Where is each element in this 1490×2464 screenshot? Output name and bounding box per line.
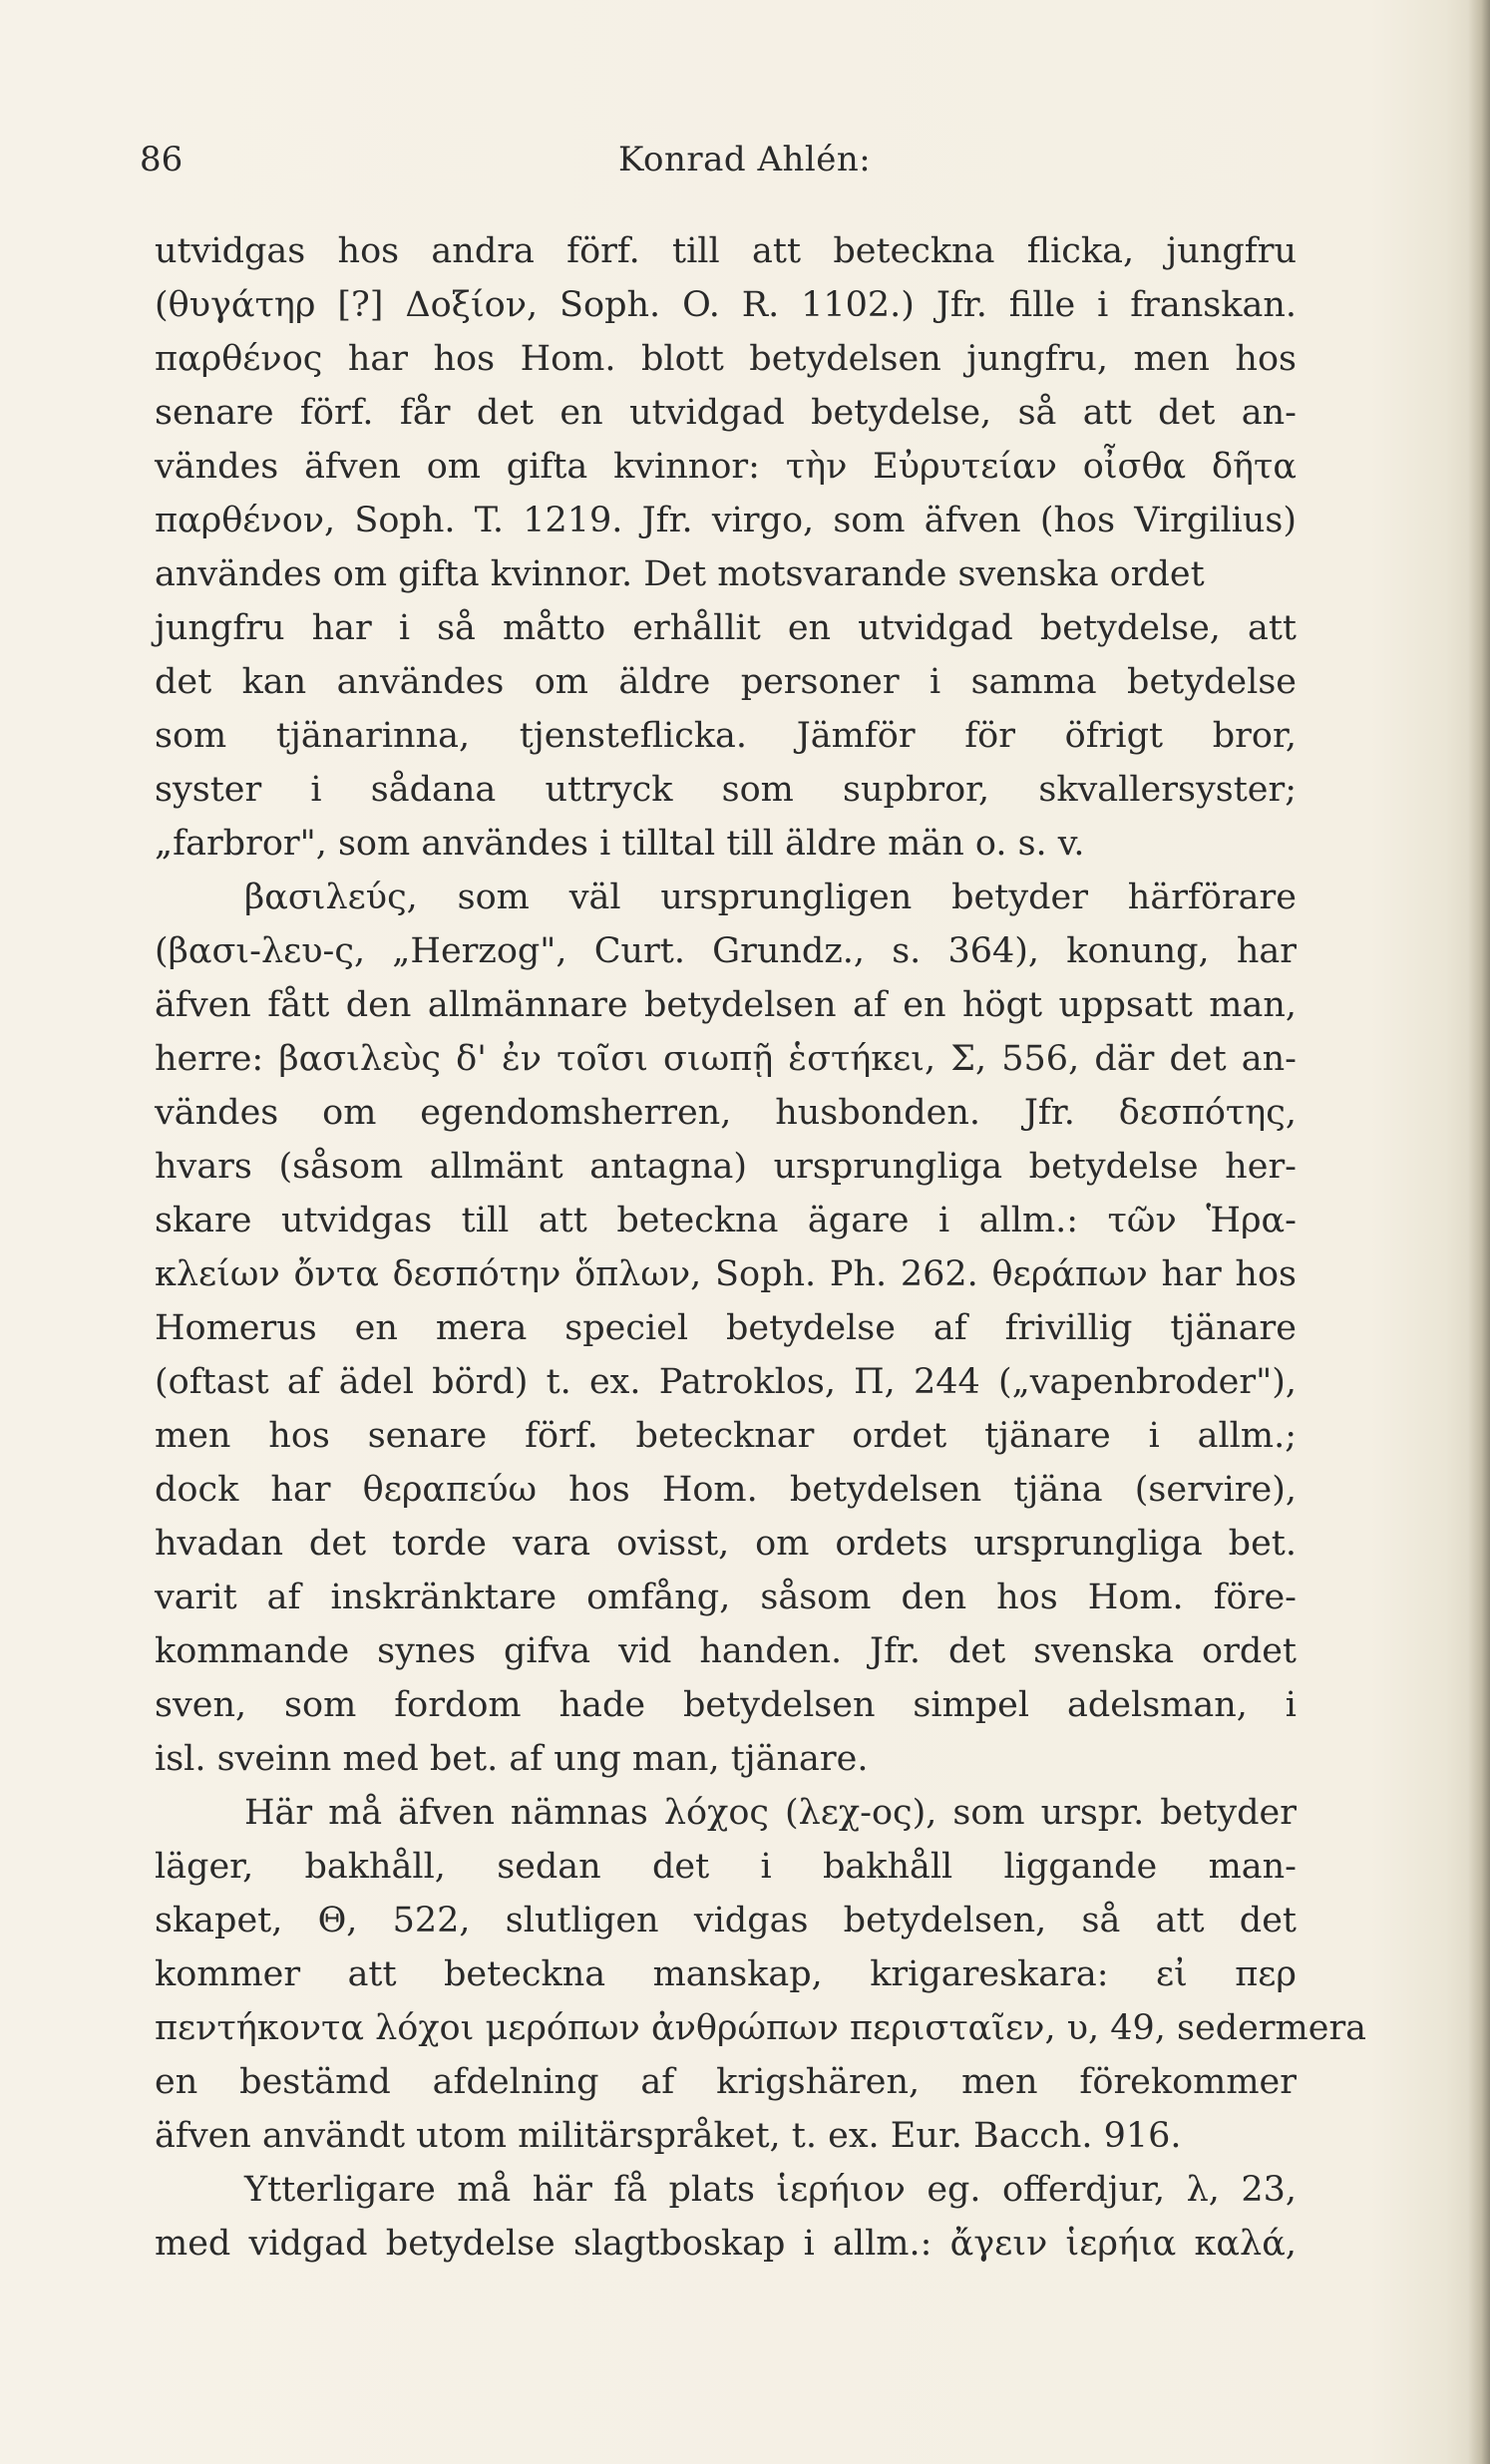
text-line: hvadan det torde vara ovisst, om ordets ursprungliga bet. xyxy=(155,1524,1297,1564)
body-text xyxy=(155,224,1367,2271)
text-line: som tjänarinna, tjensteflicka. Jämför för öfrigt bror, xyxy=(155,716,1297,756)
text-line: kommande synes gifva vid handen. Jfr. det svenska ordet xyxy=(155,1631,1297,1671)
text-line: jungfru har i så måtto erhållit en utvidgad betydelse, att xyxy=(155,608,1297,648)
running-head: Konrad Ahlén: xyxy=(618,140,872,179)
text-line: πεντήκοντα λόχοι μερόπων ἀνθρώπων περισταῖεν, υ, 49, sedermera xyxy=(155,2008,1367,2048)
text-line: (βασι-λευ-ς, „Herzog", Curt. Grundz., s. 364), konung, har xyxy=(155,931,1297,971)
text-line: vändes äfven om gifta kvinnor: τὴν Εὐρυτείαν οἶσθα δῆτα xyxy=(155,447,1297,487)
text-line: παρθένον, Soph. T. 1219. Jfr. virgo, som äfven (hos Virgilius) xyxy=(155,501,1297,540)
text-line: Homerus en mera speciel betydelse af frivillig tjänare xyxy=(155,1308,1297,1348)
text-line: (oftast af ädel börd) t. ex. Patroklos, Π, 244 („vapenbroder"), xyxy=(155,1362,1297,1402)
text-line: skare utvidgas till att beteckna ägare i allm.: τῶν Ἡρα- xyxy=(155,1201,1297,1240)
text-line: (θυγάτηρ [?] Δοξίον, Soph. O. R. 1102.) Jfr. fille i franskan. xyxy=(155,285,1297,325)
text-line: παρθένος har hos Hom. blott betydelsen jungfru, men hos xyxy=(155,339,1297,379)
text-line: utvidgas hos andra förf. till att beteckna flicka, jungfru xyxy=(155,231,1297,271)
text-line: Här må äfven nämnas λόχος (λεχ-ος), som urspr. betyder xyxy=(244,1793,1297,1833)
text-line: äfven fått den allmännare betydelsen af en högt uppsatt man, xyxy=(155,985,1297,1025)
text-line: senare förf. får det en utvidgad betydelse, så att det an- xyxy=(155,393,1297,433)
text-line: det kan användes om äldre personer i samma betydelse xyxy=(155,662,1297,702)
text-line: vändes om egendomsherren, husbonden. Jfr. δεσπότης, xyxy=(155,1093,1297,1133)
text-line: „farbror", som användes i tilltal till äldre män o. s. v. xyxy=(155,824,1085,864)
text-line: βασιλεύς, som väl ursprungligen betyder härförare xyxy=(244,878,1297,917)
page-number: 86 xyxy=(140,140,184,179)
page-header xyxy=(140,140,1336,189)
text-line: κλείων ὄντα δεσπότην ὅπλων, Soph. Ph. 262. θεράπων har hos xyxy=(155,1254,1297,1294)
text-line: användes om gifta kvinnor. Det motsvarande svenska ordet xyxy=(155,554,1205,594)
page-edge-shadow xyxy=(1468,0,1490,2464)
text-line: isl. sveinn med bet. af ung man, tjänare. xyxy=(155,1739,869,1779)
text-line: herre: βασιλεὺς δ' ἐν τοῖσι σιωπῇ ἑστήκει, Σ, 556, där det an- xyxy=(155,1039,1297,1079)
text-line: syster i sådana uttryck som supbror, skvallersyster; xyxy=(155,770,1297,810)
text-line: skapet, Θ, 522, slutligen vidgas betydelsen, så att det xyxy=(155,1901,1297,1940)
text-line: läger, bakhåll, sedan det i bakhåll liggande man- xyxy=(155,1847,1297,1887)
text-line: Ytterligare må här få plats ἱερήιον eg. offerdjur, λ, 23, xyxy=(244,2170,1297,2210)
text-line: kommer att beteckna manskap, krigareskara: εἰ περ xyxy=(155,1954,1297,1994)
text-line: sven, som fordom hade betydelsen simpel adelsman, i xyxy=(155,1685,1297,1725)
text-line: hvars (såsom allmänt antagna) ursprungliga betydelse her- xyxy=(155,1147,1297,1187)
text-line: med vidgad betydelse slagtboskap i allm.: ἄγειν ἱερήια καλά, xyxy=(155,2224,1297,2264)
text-line: men hos senare förf. betecknar ordet tjänare i allm.; xyxy=(155,1416,1297,1456)
text-line: en bestämd afdelning af krigshären, men förekommer xyxy=(155,2062,1297,2102)
text-line: dock har θεραπεύω hos Hom. betydelsen tjäna (servire), xyxy=(155,1470,1297,1510)
text-line: äfven användt utom militärspråket, t. ex. Eur. Bacch. 916. xyxy=(155,2116,1182,2156)
text-line: varit af inskränktare omfång, såsom den hos Hom. före- xyxy=(155,1578,1297,1617)
